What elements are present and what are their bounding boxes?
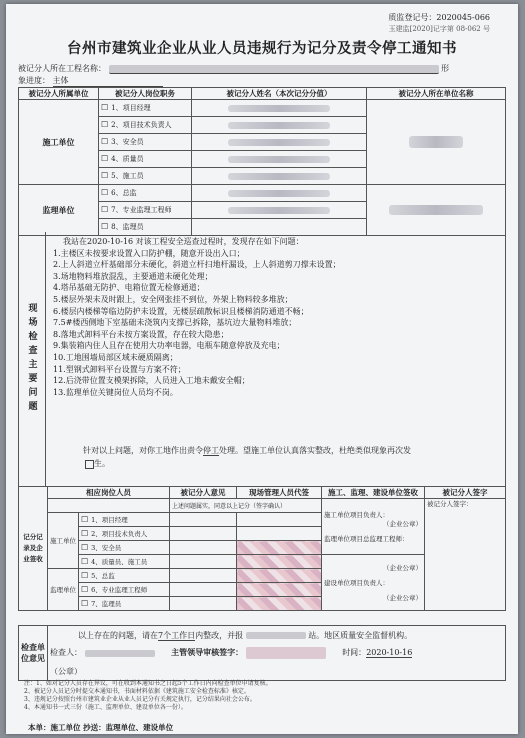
construction-company-cell — [367, 100, 506, 185]
supervision-unit-cell: 监理单位 — [48, 569, 79, 611]
role-label: 8、监理员 — [111, 223, 144, 231]
role-label: 7、监理员 — [91, 600, 122, 608]
finding-item: 6.楼层内楼梯等临边防护未设置，无楼层疏散标识且楼梯消防通道不畅； — [53, 306, 309, 316]
role-label: 1、项目经理 — [91, 516, 128, 524]
note-line: 2、被记分人员记分时提交本通知书，书面材料依据《建筑施工安全检查标准》核定。 — [24, 688, 250, 695]
construction-unit-cell: 施工单位 — [19, 100, 99, 185]
findings-side-label: 现场检查主要问题 — [19, 232, 46, 486]
redacted-signature — [237, 583, 322, 597]
inspection-stamp: （公章） — [50, 666, 82, 676]
role-label: 4、质量员、施工员 — [91, 558, 148, 566]
redacted-name — [228, 173, 330, 180]
redacted-name — [228, 156, 330, 163]
checkbox-icon[interactable]: ☐ — [101, 171, 109, 180]
time-label: 时间： — [342, 648, 367, 657]
redacted-name — [228, 105, 330, 112]
checkbox-icon[interactable]: ☐ — [81, 599, 89, 608]
checkbox-icon[interactable]: ☐ — [101, 188, 109, 197]
header-manager: 现场管理人员代签 — [237, 487, 322, 499]
redacted-signature — [237, 555, 322, 569]
role-label: 2、项目技术负责人 — [111, 121, 172, 129]
supervision-stamp: （企业公章） — [383, 564, 422, 572]
role-label: 2、项目技术负责人 — [91, 530, 148, 538]
redacted-signature — [237, 541, 322, 555]
note-line: 注：1、如对记分人员存在异议，可在收到本通知书之日起5个工作日内向检查单位申请复核。 — [24, 680, 272, 687]
opinion-cell — [170, 583, 237, 597]
supervision-unit-cell: 监理单位 — [19, 185, 99, 236]
redacted-chief — [246, 647, 326, 659]
manager-cell — [237, 513, 322, 527]
role-label: 3、安全员 — [91, 544, 122, 552]
redacted-station — [246, 632, 306, 639]
finding-item: 8.落地式卸料平台未按方案设置，存在较大隐患； — [53, 329, 229, 339]
inspection-days: 7个工作日 — [158, 630, 196, 640]
opinion-cell — [170, 527, 237, 541]
checkbox-icon[interactable]: ☐ — [101, 222, 109, 231]
person-name-cell — [192, 134, 367, 151]
person-name-cell — [192, 151, 367, 168]
inspection-text — [48, 626, 506, 645]
registration-code — [388, 12, 490, 23]
role-label: 6、专业监理工程师 — [91, 586, 148, 594]
checkbox-icon[interactable]: ☐ — [101, 205, 109, 214]
construction-sign-label: 施工单位项目负责人： — [324, 511, 390, 519]
redacted-inspector — [85, 650, 155, 657]
conclusion-stop-work: 停工 — [203, 446, 219, 455]
inspector-label: 检查人： — [50, 648, 82, 657]
record-side-label: 记分记录及企业签收 — [19, 487, 48, 611]
checkbox-icon[interactable]: ☐ — [101, 137, 109, 146]
redacted-company — [409, 136, 463, 148]
opinion-cell — [170, 513, 237, 527]
role-cell — [79, 569, 170, 583]
supervision-sign-cell — [322, 555, 425, 611]
note-line: 3、违规记分按照台州市建筑业企业从业人员记分有关规定执行，记分结果向社会公布。 — [24, 696, 256, 703]
findings-conclusion — [83, 444, 483, 470]
header-role: 相应岗位人员 — [48, 487, 170, 499]
blank-cell — [48, 499, 170, 513]
opinion-hint: 上述问题属实，同意以上记分（签字确认） — [170, 499, 322, 513]
finding-item: 12.后浇带位置支模架拆除，人员进入工地未戴安全帽； — [53, 376, 250, 386]
inspection-sign-row — [48, 644, 506, 662]
role-label: 7、专业监理工程师 — [111, 206, 172, 214]
opinion-cell — [170, 569, 237, 583]
owner-sign-label: 建设单位项目负责人： — [324, 579, 390, 587]
finding-item: 1.主楼区未按要求设置入口防护棚，随意开设出入口； — [53, 248, 245, 258]
redacted-signature — [237, 569, 322, 583]
findings-intro: 我站在2020-10-16 对该工程安全巡查过程时，发现存在如下问题： — [63, 237, 304, 246]
inspection-text-a: 以上存在的问题，请在 — [78, 630, 158, 640]
person-name-cell — [192, 185, 367, 202]
role-label: 3、安全员 — [111, 138, 144, 146]
registration-code-value: 2020045-066 — [436, 13, 490, 22]
finding-item: 10.工地围墙局部区域未硬质隔离； — [53, 352, 178, 362]
inspection-text-b: 内整改，并报 — [195, 630, 244, 640]
role-label: 1、项目经理 — [111, 104, 151, 112]
project-line — [18, 63, 500, 74]
redacted-company — [389, 205, 483, 215]
findings-section — [18, 232, 506, 487]
finding-item: 4.塔吊基础无防护、电箱位置无检修通道； — [53, 283, 205, 293]
role-cell — [79, 597, 170, 611]
person-name-cell — [192, 100, 367, 117]
notes-block — [24, 680, 504, 712]
header-person-sign: 被记分人签字 — [425, 487, 506, 499]
construction-unit-cell: 施工单位 — [48, 513, 79, 569]
conclusion-text-d: 生。 — [94, 459, 110, 468]
footer-distribution: 本单：施工单位 抄送：监理单位、建设单位 — [28, 723, 174, 732]
role-cell — [99, 134, 192, 151]
finding-item: 7.5#楼西侧地下室基础未浇筑内支撑已拆除，基坑边大量物料堆放； — [53, 318, 297, 328]
supervision-company-cell — [367, 185, 506, 236]
role-cell — [99, 117, 192, 134]
document-number: 玉建监[2020]记字第 08-062 号 — [388, 25, 490, 33]
owner-stamp: （企业公章） — [383, 594, 422, 602]
conclusion-text-c: 处理。望施工单位认真落实整改，杜绝类似现象再次发 — [219, 446, 411, 455]
role-cell — [79, 527, 170, 541]
finding-item: 9.集装箱内住人且存在使用大功率电器，电瓶车随意停放及充电； — [53, 341, 285, 351]
page-title: 台州市建筑业企业从业人员违规行为记分及责令停工通知书 — [67, 40, 457, 57]
redacted-name — [228, 190, 330, 197]
role-label: 6、总监 — [111, 189, 137, 197]
redacted-name — [228, 122, 330, 129]
role-cell — [79, 541, 170, 555]
progress-value: 主体 — [53, 75, 163, 87]
header-role: 被记分人岗位职务 — [99, 88, 192, 100]
scoring-record-table — [18, 486, 506, 611]
role-cell — [99, 168, 192, 185]
person-name-cell — [192, 117, 367, 134]
role-label: 5、总监 — [91, 572, 115, 580]
checkbox-icon[interactable]: ☐ — [81, 529, 89, 538]
role-label: 4、质量员 — [111, 155, 144, 163]
project-suffix: 形 — [441, 64, 450, 73]
header-name: 被记分人姓名（本次记分分值） — [192, 88, 367, 100]
construction-sign-cell — [322, 499, 425, 555]
findings-content — [49, 236, 501, 468]
note-line: 4、本通知书一式三份（施工、监理单位、建设单位各一份）。 — [24, 704, 187, 711]
opinion-cell — [170, 541, 237, 555]
supervision-sign-label: 监理单位项目总监理工程师： — [324, 535, 409, 543]
header-company: 被记分人所在单位名称 — [367, 88, 506, 100]
inspection-side-label: 检查单位意见 — [19, 626, 48, 681]
person-sign-cell: 被记分人签字： — [425, 499, 506, 611]
finding-item: 11.型钢式卸料平台设置与方案不符； — [53, 364, 186, 374]
progress-label: 象进度： — [18, 76, 50, 85]
scored-person-table — [18, 87, 506, 236]
time-value: 2020-10-16 — [366, 648, 413, 657]
header-unit: 被记分人所属单位 — [19, 88, 99, 100]
checkbox-icon[interactable]: ☐ — [81, 557, 89, 566]
opinion-cell — [170, 597, 237, 611]
role-cell — [99, 185, 192, 202]
checkbox-icon[interactable]: ☐ — [81, 585, 89, 594]
redacted-name — [228, 207, 330, 214]
redacted-project-name — [109, 65, 439, 74]
progress-line — [18, 75, 163, 87]
redacted-signature — [237, 597, 322, 611]
person-name-cell — [192, 168, 367, 185]
finding-item: 5.楼层外架未及时跟上，安全网张挂不到位，外架上物料较多堆放； — [53, 294, 293, 304]
role-cell — [79, 583, 170, 597]
role-label: 5、施工员 — [111, 172, 144, 180]
checkbox-icon[interactable]: ☐ — [101, 103, 109, 112]
role-cell — [79, 555, 170, 569]
opinion-cell — [170, 555, 237, 569]
project-label: 被记分人所在工程名称： — [18, 64, 106, 73]
inspection-stamp-row — [48, 662, 506, 681]
checkbox-icon[interactable]: ☐ — [101, 120, 109, 129]
checkbox-icon[interactable]: ☐ — [81, 515, 89, 524]
registration-code-label: 质监登记号： — [388, 13, 437, 22]
inspection-text-c: 站。地区质量安全监督机构。 — [308, 630, 413, 640]
checkbox-icon[interactable]: ☐ — [101, 154, 109, 163]
checkbox-icon[interactable] — [85, 460, 94, 469]
finding-item: 13.监理单位关键岗位人员均不岗。 — [53, 387, 178, 397]
role-cell — [99, 151, 192, 168]
checkbox-icon[interactable]: ☐ — [81, 571, 89, 580]
chief-label: 主管领导审核签字： — [171, 647, 244, 657]
finding-item: 2.上人斜道立杆基础部分未硬化，斜道立杆扫地杆漏设，上人斜道剪刀撑未设置； — [53, 260, 341, 270]
role-cell — [99, 202, 192, 219]
person-name-cell — [192, 202, 367, 219]
redacted-name — [228, 139, 330, 146]
manager-cell — [237, 527, 322, 541]
construction-stamp: （企业公章） — [383, 520, 422, 528]
finding-item: 3.场地物料堆放混乱，主要通道未硬化处理； — [53, 271, 213, 281]
checkbox-icon[interactable]: ☐ — [81, 543, 89, 552]
conclusion-text-a: 针对以上问题，对你工地作出责令 — [83, 446, 203, 455]
inspection-table — [18, 625, 506, 681]
header-units: 施工、监理、建设单位签收 — [322, 487, 425, 499]
role-cell — [79, 513, 170, 527]
notice-paper — [6, 4, 518, 734]
role-cell — [99, 100, 192, 117]
header-opinion: 被记分人意见 — [170, 487, 237, 499]
